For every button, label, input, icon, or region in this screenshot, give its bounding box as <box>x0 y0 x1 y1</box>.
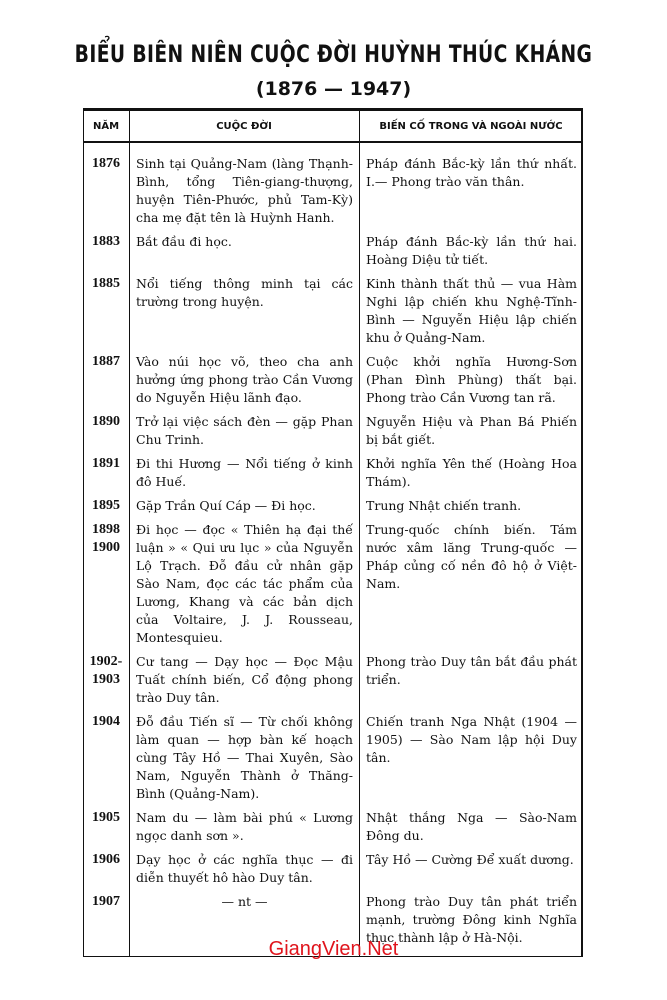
row-year: 1876 <box>92 156 120 171</box>
table-body <box>83 155 583 953</box>
row-life: Đi thi Hương — Nổi tiếng ở kinh đô Huế. <box>136 456 353 489</box>
row-life: Dạy học ở các nghĩa thục — đi diễn thuyết hô hào Duy tân. <box>136 852 353 885</box>
row-year: 1883 <box>92 234 120 249</box>
row-events: Phong trào Duy tân phát triển mạnh, trường Đông kinh Nghĩa thục thành lập ở Hà-Nội. <box>366 894 577 945</box>
row-events: Pháp đánh Bắc-kỳ lần thứ hai. Hoàng Diệu tử tiết. <box>366 234 577 267</box>
row-year: 1890 <box>92 414 120 429</box>
row-year: 1904 <box>92 714 120 729</box>
row-life: Trở lại việc sách đèn — gặp Phan Chu Trinh. <box>136 414 353 447</box>
row-events: Nguyễn Hiệu và Phan Bá Phiến bị bắt giết. <box>366 414 577 447</box>
table-row <box>83 653 583 707</box>
row-life: Nổi tiếng thông minh tại các trường trong huyện. <box>136 276 353 309</box>
row-year: 1905 <box>92 810 120 825</box>
page-title: BIỂU BIÊN NIÊN CUỘC ĐỜI HUỲNH THÚC KHÁNG <box>74 40 593 68</box>
header-life: CUỘC ĐỜI <box>216 121 272 132</box>
row-events: Pháp đánh Bắc-kỳ lần thứ nhất. I.— Phong trào văn thân. <box>366 156 577 189</box>
row-year: 1891 <box>92 456 120 471</box>
row-life: Cư tang — Dạy học — Đọc Mậu Tuất chính biến, Cổ động phong trào Duy tân. <box>136 654 353 705</box>
row-events: Nhật thắng Nga — Sào-Nam Đông du. <box>366 810 577 843</box>
row-year: 1885 <box>92 276 120 291</box>
table-row <box>83 851 583 887</box>
row-life: Vào núi học võ, theo cha anh hưởng ứng phong trào Cần Vương do Nguyễn Hiệu lãnh đạo. <box>136 354 353 405</box>
row-events: Trung-quốc chính biến. Tám nước xâm lăng Trung-quốc — Pháp củng cố nền đô hộ ở Việt-Nam. <box>366 522 577 591</box>
row-year: 1895 <box>92 498 120 513</box>
row-year: 1907 <box>92 894 120 909</box>
row-life: Nam du — làm bài phú « Lương ngọc danh sơn ». <box>136 810 353 843</box>
row-life: Đi học — đọc « Thiên hạ đại thế luận » « Qui ưu lục » của Nguyễn Lộ Trạch. Đỗ đầu cử nhân gặp Sào Nam, đọc các tác phẩm của Lương, Khang và các bản dịch của Voltaire, J. J. Rousseau, Montesquieu. <box>136 522 353 645</box>
row-life: Sinh tại Quảng-Nam (làng Thạnh-Bình, tổng Tiên-giang-thượng, huyện Tiên-Phước, phủ Tam-Kỳ) cha mẹ đặt tên là Huỳnh Hanh. <box>136 156 353 225</box>
table-row <box>83 353 583 407</box>
row-events: Khởi nghĩa Yên thế (Hoàng Hoa Thám). <box>366 456 577 489</box>
row-life: Bắt đầu đi học. <box>136 234 232 249</box>
row-events: Tây Hồ — Cường Để xuất dương. <box>366 852 574 867</box>
table-row <box>83 233 583 269</box>
row-events: Phong trào Duy tân bắt đầu phát triển. <box>366 654 577 687</box>
row-events: Chiến tranh Nga Nhật (1904 — 1905) — Sào Nam lập hội Duy tân. <box>366 714 577 765</box>
table-row <box>83 521 583 647</box>
header-events: BIẾN CỐ TRONG VÀ NGOÀI NƯỚC <box>379 121 563 132</box>
table-row <box>83 413 583 449</box>
row-events: Cuộc khởi nghĩa Hương-Sơn (Phan Đình Phùng) thất bại. Phong trào Cần Vương tan rã. <box>366 354 577 405</box>
row-life: — nt — <box>221 894 268 909</box>
row-life: Gặp Trần Quí Cáp — Đi học. <box>136 498 316 513</box>
row-events: Kinh thành thất thủ — vua Hàm Nghi lập chiến khu Nghệ-Tĩnh-Bình — Nguyễn Hiệu lập chiến khu ở Quảng-Nam. <box>366 276 577 345</box>
table-row <box>83 809 583 845</box>
chronology-table <box>83 108 583 957</box>
table-row <box>83 455 583 491</box>
table-row <box>83 155 583 227</box>
table-header <box>83 111 583 143</box>
table-row <box>83 713 583 803</box>
header-year: NĂM <box>92 121 120 132</box>
page-subtitle: (1876 — 1947) <box>255 78 412 100</box>
table-row <box>83 275 583 347</box>
watermark-logo: GiangVien.Net <box>268 938 399 960</box>
row-year: 1906 <box>92 852 120 867</box>
row-events: Trung Nhật chiến tranh. <box>366 498 522 513</box>
row-year: 1887 <box>92 354 120 369</box>
row-year: 1898 1900 <box>92 522 120 555</box>
row-life: Đỗ đầu Tiến sĩ — Từ chối không làm quan — hợp bàn kế hoạch cùng Tây Hồ — Thai Xuyên, Sào Nam, Nguyễn Thành ở Thăng-Bình (Quảng-Nam). <box>136 714 353 801</box>
row-year: 1902- 1903 <box>89 654 123 687</box>
table-row <box>83 497 583 515</box>
